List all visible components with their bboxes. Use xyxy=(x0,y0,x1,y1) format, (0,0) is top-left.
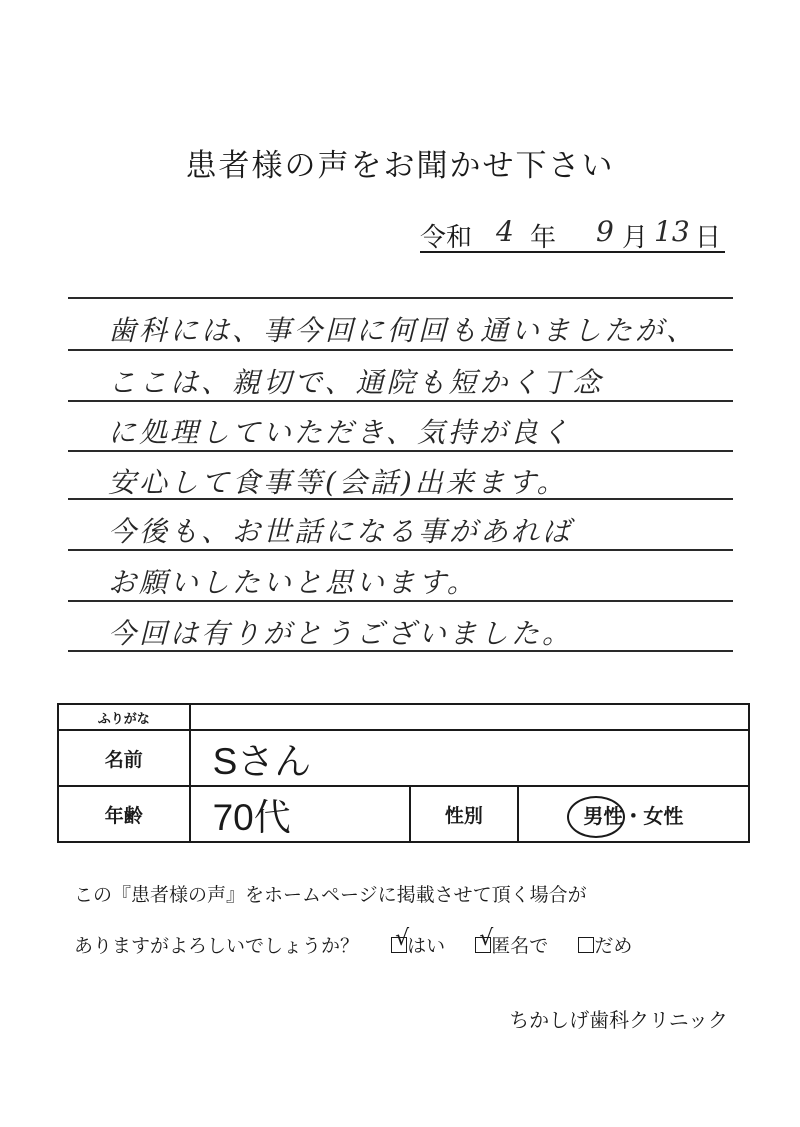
gender-label: 性別 xyxy=(410,786,518,842)
date-day: 13 xyxy=(654,215,690,248)
clinic-name: ちかしげ歯科クリニック xyxy=(509,1008,728,1032)
date-day-unit: 日 xyxy=(695,223,722,253)
age-label: 年齢 xyxy=(58,786,190,842)
date-era: 令和 xyxy=(420,223,473,253)
handwritten-comment-line: 安心して食事等(会話)出来ます。 xyxy=(108,466,568,499)
handwritten-comment-line: 歯科には、事今回に何回も通いましたが、 xyxy=(108,314,698,347)
name-row xyxy=(58,730,749,786)
date-year: 4 xyxy=(496,215,514,248)
page-title: 患者様の声をお聞かせ下さい xyxy=(185,148,615,184)
selected-gender-circle xyxy=(567,796,625,838)
name-value: Sさん xyxy=(190,730,749,786)
date-field xyxy=(420,215,725,253)
option-no-label: だめ xyxy=(594,935,633,957)
check-mark-icon: √ xyxy=(479,926,494,951)
permission-question-line2 xyxy=(74,926,633,958)
furigana-label: ふりがな xyxy=(58,704,190,730)
checkbox-no[interactable] xyxy=(578,937,594,953)
gender-option-male: 男性 xyxy=(583,803,624,828)
handwritten-comment-line: ここは、親切で、通院も短かく丁念 xyxy=(108,366,604,399)
ruled-line xyxy=(68,349,733,351)
name-label: 名前 xyxy=(58,730,190,786)
furigana-row xyxy=(58,704,749,730)
age-gender-row xyxy=(58,786,749,842)
gender-options xyxy=(518,786,749,842)
handwritten-comment-line: に処理していただき、気持が良く xyxy=(108,416,572,449)
patient-info-table xyxy=(57,703,750,843)
option-anonymous-label: 匿名で xyxy=(491,935,549,957)
age-value: 70代 xyxy=(190,786,410,842)
handwritten-comment-line: 今後も、お世話になる事があれば xyxy=(108,515,574,548)
option-yes-label: はい xyxy=(407,935,446,957)
gender-option-female: 女性 xyxy=(643,803,684,828)
date-year-unit: 年 xyxy=(530,223,557,253)
checkbox-anonymous[interactable] xyxy=(475,926,494,953)
handwritten-comment-line: お願いしたいと思います。 xyxy=(108,566,478,599)
handwritten-comment-line: 今回は有りがとうございました。 xyxy=(108,617,574,650)
check-mark-icon: √ xyxy=(395,926,410,951)
permission-question-line1: この『患者様の声』をホームページに掲載させて頂く場合が xyxy=(74,884,587,906)
checkbox-yes[interactable] xyxy=(391,926,410,953)
furigana-value xyxy=(190,704,749,730)
date-month-unit: 月 xyxy=(622,223,649,253)
ruled-line xyxy=(68,297,733,299)
gender-separator: ・ xyxy=(623,803,644,828)
permission-question-text: ありますがよろしいでしょうか？ xyxy=(74,935,360,957)
date-month: 9 xyxy=(596,215,614,248)
